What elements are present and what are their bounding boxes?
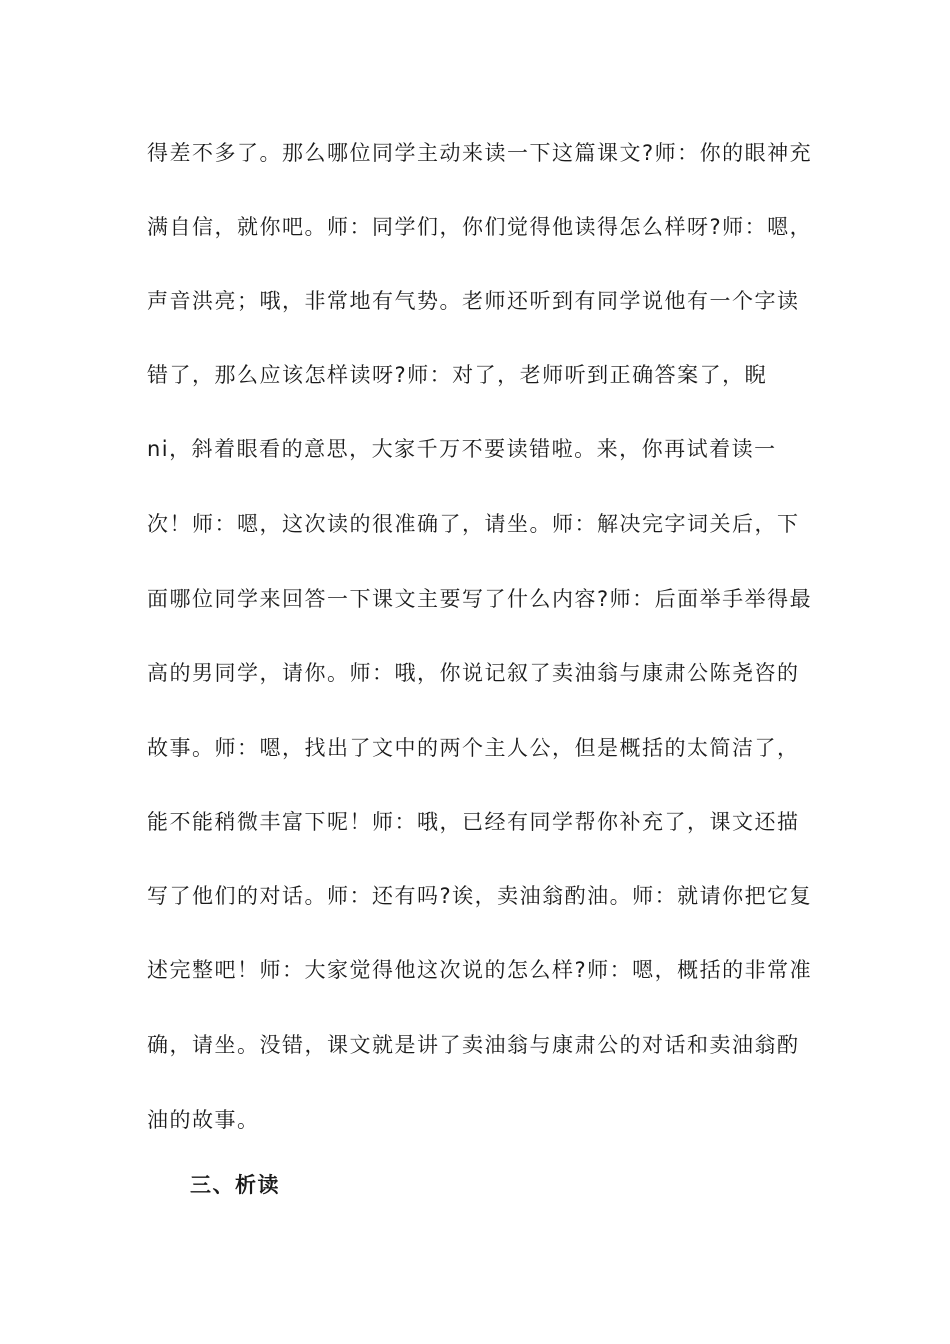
paragraph-line: 次！师：嗯，这次读的很准确了，请坐。师：解决完字词关后，下 xyxy=(147,512,800,536)
paragraph-line: ni，斜着眼看的意思，大家千万不要读错啦。来，你再试着读一 xyxy=(147,437,777,461)
paragraph-line: 能不能稍微丰富下呢！师：哦，已经有同学帮你补充了，课文还描 xyxy=(147,810,800,834)
paragraph-line: 得差不多了。那么哪位同学主动来读一下这篇课文?师：你的眼神充 xyxy=(147,141,813,165)
paragraph-line: 面哪位同学来回答一下课文主要写了什么内容?师：后面举手举得最 xyxy=(147,587,813,611)
paragraph-line: 确，请坐。没错，课文就是讲了卖油翁与康肃公的对话和卖油翁酌 xyxy=(147,1033,800,1057)
paragraph-line: 满自信，就你吧。师：同学们，你们觉得他读得怎么样呀?师：嗯， xyxy=(147,215,813,239)
section-heading: 三、析读 xyxy=(190,1173,280,1197)
paragraph-line: 写了他们的对话。师：还有吗?诶，卖油翁酌油。师：就请你把它复 xyxy=(147,884,813,908)
paragraph-line: 故事。师：嗯，找出了文中的两个主人公，但是概括的太简洁了， xyxy=(147,736,800,760)
paragraph-line: 声音洪亮；哦，非常地有气势。老师还听到有同学说他有一个字读 xyxy=(147,289,800,313)
paragraph-line: 述完整吧！师：大家觉得他这次说的怎么样?师：嗯，概括的非常准 xyxy=(147,958,813,982)
paragraph-line: 高的男同学，请你。师：哦，你说记叙了卖油翁与康肃公陈尧咨的 xyxy=(147,661,800,685)
paragraph-line: 错了，那么应该怎样读呀?师：对了，老师听到正确答案了，睨 xyxy=(147,363,768,387)
paragraph-line: 油的故事。 xyxy=(147,1108,260,1132)
